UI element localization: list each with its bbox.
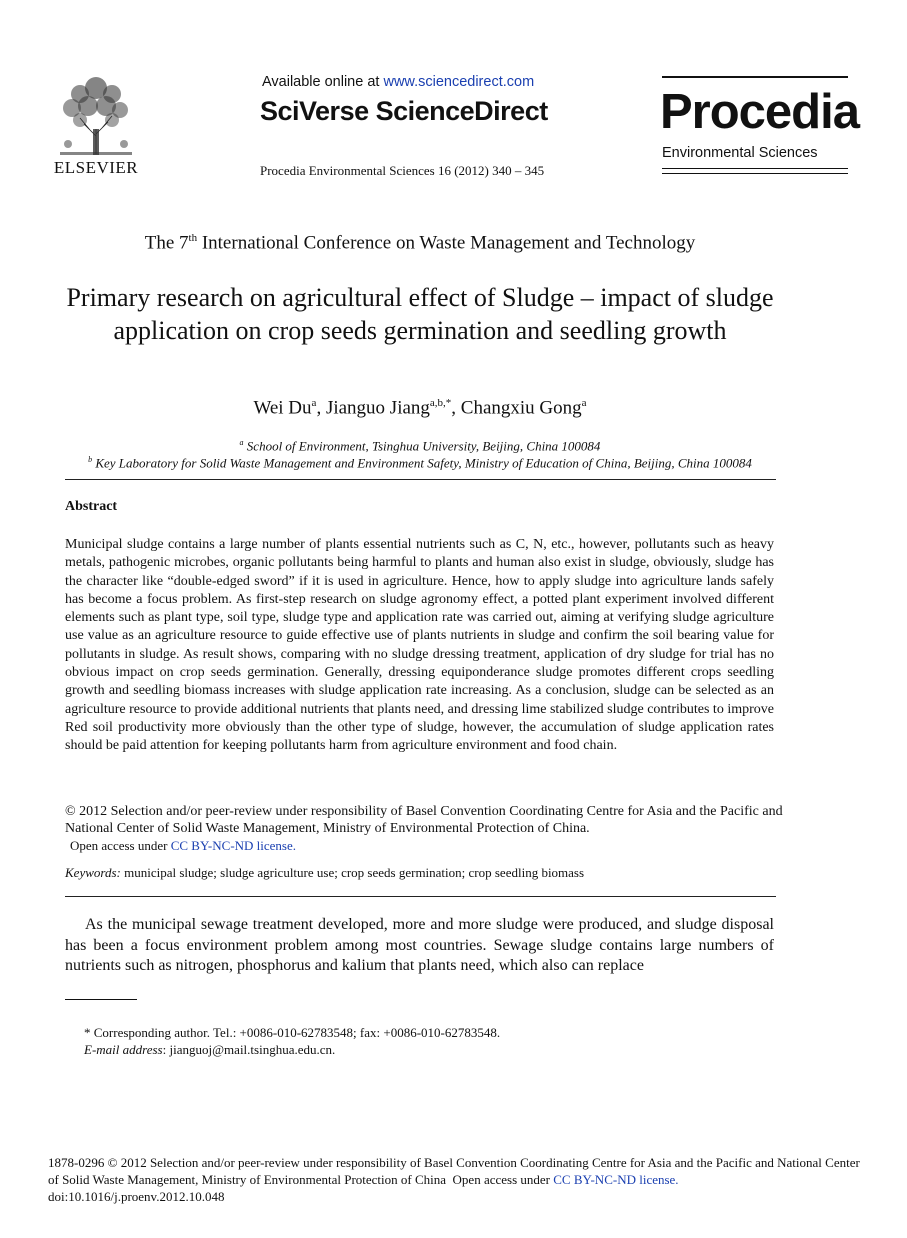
doi[interactable]: doi:10.1016/j.proenv.2012.10.048: [48, 1189, 225, 1204]
issn-copyright: 1878-0296 © 2012 Selection and/or peer-review under responsibility of Basel Convention Coordinating Centre for Asia and the Pacific and National Center of Solid Waste Management, Ministry of Environmental Protection of China: [48, 1155, 860, 1187]
abstract-text: Municipal sludge contains a large number of plants essential nutrients such as C, N, etc., however, pollutants such as heavy metals, pathogenic microbes, organic pollutants being harmful to plants and human also exist in sludge, obviously, sludge has the character like “double-edged sword” if it is used in agriculture. Hence, how to apply sludge into agriculture lands safely has become a focus problem. As first-step research on sludge agronomy effect, a potted plant experiment involved different elements such as plant type, soil type, sludge type and application rate was carried out, aiming at verifying sludge agriculture use value as an agriculture resource to guide effective use of plants nutrients in sludge and confirm the soil bearing value for pollutants in sludge. As result shows, comparing with no sludge dressing treatment, application of dry sludge for trial has no obvious impact on crop seeds germination. Generally, dressing equiponderance sludge promotes different crops seedling growth and seedling biomass increases with sludge application rate increasing. As a conclusion, sludge can be selected as an agriculture resource to provide additional nutrients that plants need, and dressing lime stabilized sludge contributes to improve Red soil productivity more obviously than the other type of sludge, however, the accumulation of sludge application rates should be paid attention for keeping pollutants harm from agriculture environment and food chain.: [65, 537, 774, 754]
paper-title: Primary research on agricultural effect of Sludge – impact of sludge application on crop seeds germination and seedling growth: [66, 283, 774, 345]
author-list: [0, 397, 840, 419]
conference-name: [0, 232, 840, 254]
author-affiliation-mark: a: [311, 397, 317, 409]
author-affiliation-mark: a: [581, 397, 587, 409]
procedia-logo-title: Procedia: [660, 85, 859, 139]
procedia-rule-bottom: [662, 168, 848, 169]
author-separator: ,: [451, 397, 461, 419]
affiliation-a: [0, 438, 840, 454]
bottom-license-link[interactable]: CC BY-NC-ND license.: [553, 1172, 679, 1187]
corresponding-author-footnote: * Corresponding author. Tel.: +0086-010-62783548; fax: +0086-010-62783548.: [84, 1025, 501, 1040]
license-link[interactable]: CC BY-NC-ND license.: [170, 838, 297, 853]
open-access-prefix: Open access under: [70, 838, 171, 853]
conference-post: International Conference on Waste Management and Technology: [197, 232, 696, 254]
procedia-logo-subtitle: Environmental Sciences: [662, 145, 818, 161]
body-paragraph: As the municipal sewage treatment developed, more and more sludge were produced, and sludge disposal has been a focus environment problem among most countries. Sewage sludge contains large numbers of nutrients such as nitrogen, phosphorus and kalium that plants need, which also can replace: [65, 916, 774, 974]
keywords-text: municipal sludge; sludge agriculture use; crop seeds germination; crop seedling biomass: [120, 865, 585, 880]
email-separator: :: [162, 1042, 170, 1057]
keywords-label: Keywords:: [65, 865, 121, 880]
journal-reference: Procedia Environmental Sciences 16 (2012) 340 – 345: [260, 163, 545, 178]
sciverse-sciencedirect-logo: SciVerse ScienceDirect: [260, 96, 548, 126]
author-separator: ,: [316, 397, 326, 419]
affiliation-b: [0, 455, 840, 471]
open-access-line: [70, 838, 296, 854]
affiliation-text: School of Environment, Tsinghua University, Beijing, China 100084: [243, 438, 601, 454]
affiliation-text: Key Laboratory for Solid Waste Management and Environment Safety, Ministry of Education of China, Beijing, China 100084: [92, 455, 752, 471]
email-footnote: [84, 1042, 335, 1058]
keywords: [65, 865, 584, 881]
procedia-rule-top: [662, 76, 848, 78]
conference-pre: The 7: [144, 232, 189, 254]
bottom-open-access-prefix: Open access under: [452, 1172, 554, 1187]
footnote-rule: [65, 999, 137, 1000]
available-prefix: Available online at: [262, 74, 384, 90]
author-name: Jianguo Jiang: [325, 397, 430, 419]
section-divider: [65, 479, 776, 480]
sciencedirect-link[interactable]: www.sciencedirect.com: [383, 74, 535, 90]
procedia-rule-bottom-2: [662, 173, 848, 174]
email-address[interactable]: jianguoj@mail.tsinghua.edu.cn.: [169, 1042, 336, 1057]
section-divider: [65, 896, 776, 897]
bottom-license-note: [48, 1154, 863, 1205]
conference-ordinal: th: [188, 232, 198, 244]
author-name: Changxiu Gong: [460, 397, 582, 419]
affiliation-mark: b: [88, 455, 93, 464]
author-affiliation-mark: a,b,*: [429, 397, 452, 409]
elsevier-wordmark: ELSEVIER: [53, 158, 139, 177]
author-name: Wei Du: [253, 397, 312, 419]
abstract-heading: Abstract: [65, 499, 118, 514]
copyright-notice: © 2012 Selection and/or peer-review under responsibility of Basel Convention Coordinating Centre for Asia and the Pacific and National Center of Solid Waste Management, Ministry of Environmental Protection of China.: [65, 804, 783, 836]
email-label: E-mail address: [84, 1042, 163, 1057]
available-online-line: [262, 74, 534, 90]
affiliation-mark: a: [239, 438, 244, 447]
